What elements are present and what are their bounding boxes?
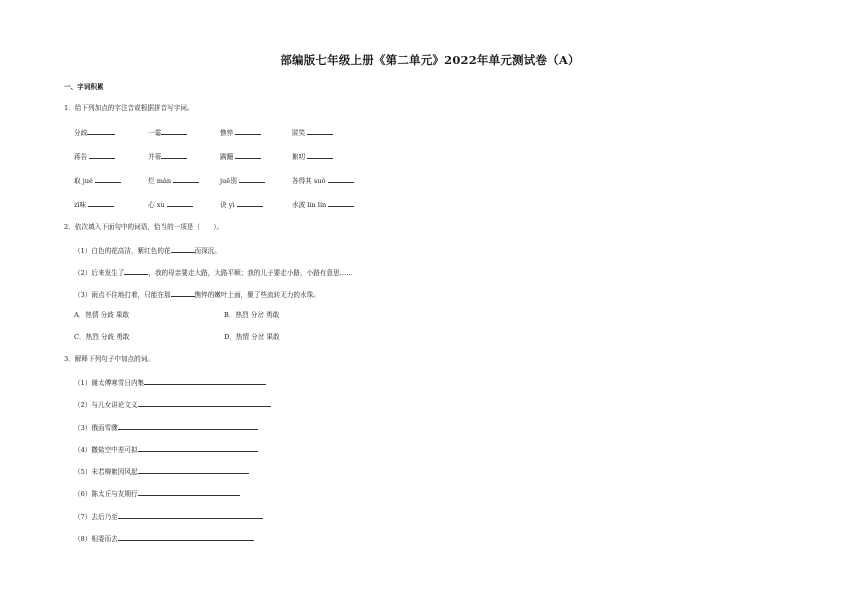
- q3-item: （2）与儿女讲论文义: [74, 400, 271, 409]
- q3-item: （7）去后乃至: [74, 512, 263, 521]
- question-2-stem: 2．依次填入下面句中的词语，恰当的一项是（ ）。: [64, 223, 224, 231]
- answer-blank[interactable]: [237, 200, 263, 207]
- answer-blank[interactable]: [171, 290, 195, 297]
- answer-line[interactable]: [118, 512, 263, 519]
- option-a[interactable]: A．热情 分歧 果敢: [74, 311, 130, 319]
- q3-item: （8）相委而去: [74, 534, 254, 543]
- answer-blank[interactable]: [88, 200, 114, 207]
- answer-line[interactable]: [118, 423, 258, 430]
- answer-blank[interactable]: [167, 200, 193, 207]
- q1-item: 心 xù: [148, 200, 193, 209]
- answer-blank[interactable]: [87, 128, 115, 135]
- answer-blank[interactable]: [328, 200, 354, 207]
- q3-item: （5）未若柳絮因风起: [74, 467, 249, 476]
- q1-item: 水波 lín lín: [292, 200, 354, 209]
- q3-item: （4）撒盐空中差可拟: [74, 445, 258, 454]
- q1-item: 各得其 suǒ: [292, 176, 354, 185]
- option-c[interactable]: C．热烈 分歧 勇敢: [74, 333, 130, 341]
- answer-line[interactable]: [138, 489, 240, 496]
- q1-item: zī味: [74, 200, 114, 209]
- q1-item: juē别: [220, 176, 265, 185]
- answer-blank[interactable]: [171, 246, 195, 253]
- answer-line[interactable]: [118, 534, 254, 541]
- q3-item: （1）谢太傅寒雪日内集: [74, 378, 266, 387]
- q3-item: （6）陈太丘与友期行: [74, 489, 240, 498]
- q2-sentence-3: （3）雨点不住地打着，只能在那 憔悴的嫩叶上面，聚了些流转无力的水珠。: [74, 291, 320, 299]
- q1-item: 蹒跚: [220, 152, 261, 161]
- answer-blank[interactable]: [235, 152, 261, 159]
- answer-blank[interactable]: [89, 152, 115, 159]
- q1-item: 匿笑: [292, 128, 333, 137]
- q1-item: 絮叨: [292, 152, 333, 161]
- answer-blank[interactable]: [95, 176, 121, 183]
- answer-line[interactable]: [144, 378, 266, 385]
- answer-blank[interactable]: [173, 176, 199, 183]
- answer-blank[interactable]: [307, 152, 333, 159]
- q1-item: 分歧: [74, 128, 115, 137]
- answer-line[interactable]: [138, 445, 258, 452]
- page-title: 部编版七年级上册《第二单元》2022年单元测试卷（A）: [280, 53, 580, 67]
- answer-blank[interactable]: [328, 176, 354, 183]
- q1-item: 取 jué: [74, 176, 121, 185]
- q1-item: 并蒂: [148, 152, 187, 161]
- q1-item: 烂 màn: [148, 176, 199, 185]
- section-heading: 一、字词积累: [64, 83, 104, 91]
- answer-blank[interactable]: [235, 128, 261, 135]
- q1-item: 一霎: [148, 128, 187, 137]
- answer-line[interactable]: [138, 400, 271, 407]
- q1-item: 憔悴: [220, 128, 261, 137]
- answer-line[interactable]: [138, 467, 249, 474]
- q3-item: （3）俄而雪骤: [74, 423, 258, 432]
- option-b[interactable]: B．热烈 分岔 勇敢: [224, 311, 280, 319]
- answer-blank[interactable]: [124, 268, 148, 275]
- q2-sentence-2: （2）后来发生了 ，我的母亲要走大路，大路平顺；我的儿子要走小路，小路有意思……: [74, 269, 353, 277]
- answer-blank[interactable]: [307, 128, 333, 135]
- question-3-stem: 3．解释下列句子中加点的词。: [64, 355, 154, 363]
- answer-blank[interactable]: [161, 128, 187, 135]
- answer-blank[interactable]: [239, 176, 265, 183]
- q2-sentence-1: （1）白色的花高洁，紫红色的花 而深沉。: [74, 247, 221, 255]
- option-d[interactable]: D．热情 分岔 果敢: [224, 333, 280, 341]
- q1-item: 诀 yì: [220, 200, 263, 209]
- question-1-stem: 1．给下列加点的字注音或根据拼音写字词。: [64, 104, 194, 112]
- q1-item: 蒋告: [74, 152, 115, 161]
- answer-blank[interactable]: [161, 152, 187, 159]
